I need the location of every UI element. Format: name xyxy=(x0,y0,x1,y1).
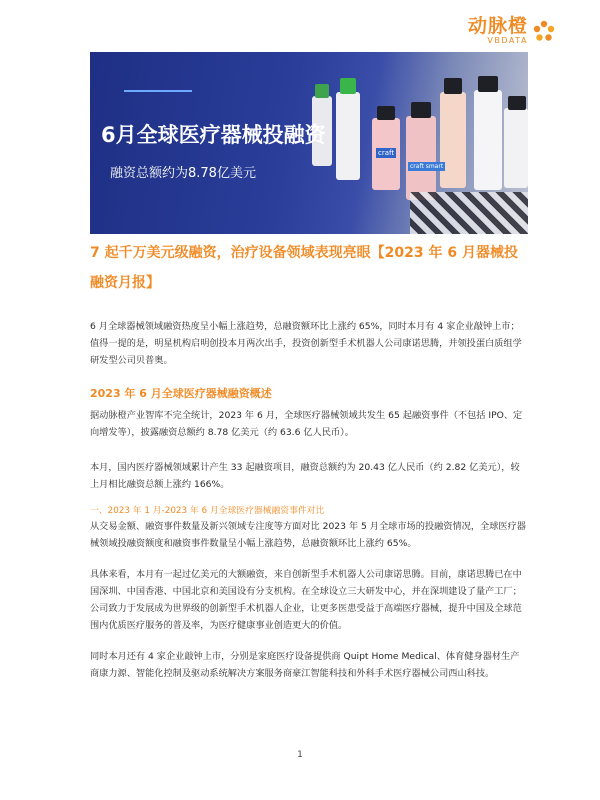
stats-paragraph: 据动脉橙产业智库不完全统计，2023 年 6 月，全球医疗器械领域共发生 65 起融资事件（不包括 IPO、定向增发等），披露融资总额约 8.78 亿美元（约 63.6 亿人民币）。 xyxy=(90,410,523,438)
section-title: 2023 年 6 月全球医疗器械融资概述 xyxy=(90,387,272,400)
comparison-paragraph: 从交易金额、融资事件数量及新兴领域专注度等方面对比 2023 年 5 月全球市场的投融资情况，全球医疗器械领域投融资额度和融资事件数量呈小幅上涨趋势，总融资额环比上涨约 65%。 xyxy=(90,521,526,549)
bottle-label: craft xyxy=(378,149,395,157)
brand-flower-icon xyxy=(532,19,556,43)
domestic-paragraph: 本月，国内医疗器械领域累计产生 33 起融资项目，融资总额约为 20.43 亿人民币（约 2.82 亿美元），较上月相比融资总额上涨约 166%。 xyxy=(90,462,520,490)
brand-logo xyxy=(468,16,556,46)
intro-paragraph: 6 月全球器械领域融资热度呈小幅上涨趋势，总融资额环比上涨约 65%，同时本月有 4 家企业敲钟上市；值得一提的是，明星机构启明创投本月两次出手，投资创新型手术机器人公司康诺思腾，并领投蛋白质组学研发型公司贝普奥。 xyxy=(90,321,522,366)
detail-paragraph: 具体来看，本月有一起过亿美元的大额融资，来自创新型手术机器人公司康诺思腾。目前，康诺思腾已在中国深圳、中国香港、中国北京和美国设有分支机构。在全球设立三大研发中心，并在深圳建设了量产工厂；公司致力于发展成为世界级的创新型手术机器人企业，让更多医患受益于高端医疗器械，提升中国及全球范围内优质医疗服务的普及率，为医疗健康事业创造更大的价值。 xyxy=(90,569,522,631)
subsection-title: 一、2023 年 1 月-2023 年 6 月全球医疗器械融资事件对比 xyxy=(90,506,325,516)
bottle-label: craft smart xyxy=(410,163,444,170)
banner-accent-line xyxy=(124,90,192,92)
cover-banner xyxy=(90,52,528,234)
brand-name-en: VBDATA xyxy=(487,36,528,45)
brand-name-cn: 动脉橙 xyxy=(467,15,528,37)
banner-title: 6月全球医疗器械投融资 xyxy=(101,123,326,147)
article-headline: 7 起千万美元级融资，治疗设备领域表现亮眼【2023 年 6 月器械投融资月报】 xyxy=(90,245,518,291)
page-number: 1 xyxy=(297,750,303,760)
ipo-paragraph: 同时本月还有 4 家企业敲钟上市，分别是家庭医疗设备提供商 Quipt Home Medical、体育健身器材生产商康力源、智能化控制及驱动系统解决方案服务商豪江智能科技和外科手术医疗器械公司西山科技。 xyxy=(90,651,520,679)
banner-subtitle: 融资总额约为8.78亿美元 xyxy=(110,166,256,181)
